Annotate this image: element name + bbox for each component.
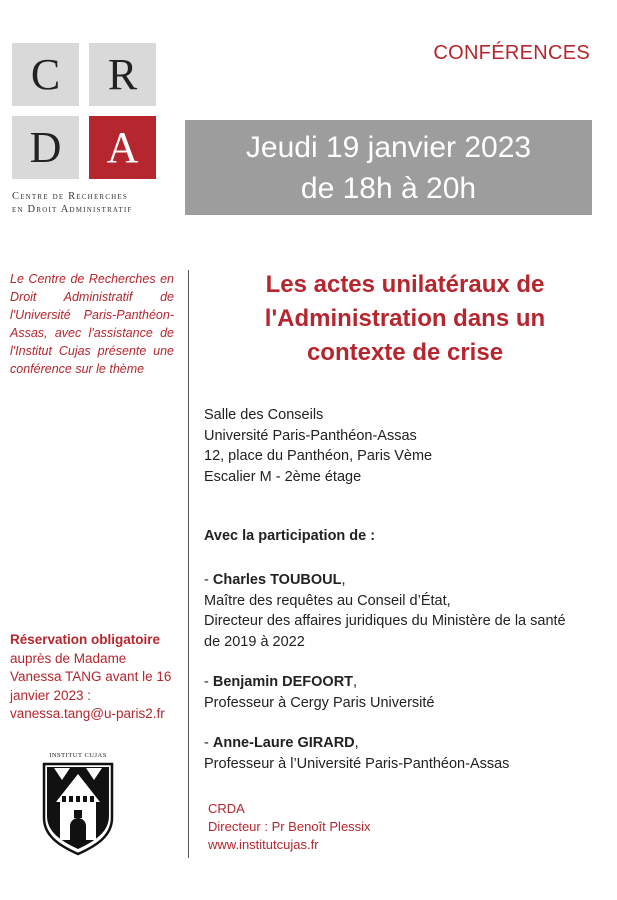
reservation-line: auprès de Madame (10, 650, 127, 666)
participant-name: Benjamin DEFOORT (212, 674, 354, 690)
date-banner (185, 120, 592, 215)
participant-touboul (204, 570, 609, 652)
participant-role: Professeur à l’Université Paris-Panthéon-Assas (204, 755, 510, 772)
footer-org: CRDA (208, 801, 245, 816)
participant-role: de 2019 à 2022 (204, 633, 305, 650)
reservation-line: Vanessa TANG avant le 16 (10, 669, 172, 684)
logo-subtitle (12, 190, 182, 216)
footer-block (208, 800, 371, 854)
institut-cujas-crest-icon (40, 760, 116, 856)
venue-block (204, 405, 604, 487)
time-line: de 18h à 20h (300, 172, 477, 205)
title-line3: contexte de crise (306, 339, 504, 366)
participant-role: Maître des requêtes au Conseil d’État, (204, 592, 451, 609)
participant-prefix: - (204, 674, 213, 690)
logo-letter-c: C (12, 43, 79, 106)
reservation-heading: Réservation obligatoire (10, 632, 161, 647)
participant-name-line (204, 570, 609, 591)
participant-name-line (204, 672, 609, 693)
venue-university: Université Paris-Panthéon-Assas (204, 427, 417, 444)
participant-name-line (204, 733, 609, 754)
participation-heading: Avec la participation de : (204, 528, 376, 544)
participant-girard (204, 733, 609, 774)
participant-prefix: - (204, 572, 213, 588)
logo-letter-d: D (12, 116, 79, 179)
logo-letter-r: R (89, 43, 156, 106)
conference-title (205, 268, 605, 370)
crest-label: INSTITUT CUJAS (49, 752, 107, 759)
date-line: Jeudi 19 janvier 2023 (245, 131, 532, 164)
title-line2: l'Administration dans un (264, 305, 546, 332)
participant-suffix: , (353, 674, 358, 690)
participant-role: Professeur à Cergy Paris Université (204, 694, 435, 711)
participant-prefix: - (204, 735, 213, 751)
participant-name: Anne-Laure GIRARD (212, 735, 355, 751)
logo-letter-a: A (89, 116, 156, 179)
vertical-divider (188, 270, 189, 858)
participant-role: Directeur des affaires juridiques du Ministère de la santé (204, 613, 566, 629)
participant-defoort (204, 672, 609, 713)
participant-suffix: , (341, 572, 346, 588)
intro-text: Le Centre de Recherches en Droit Administratif de l'Université Paris-Panthéon-Assas, avec l'assistance de l'Institut Cujas présente une conférence sur le thème (10, 272, 174, 376)
participant-suffix: , (354, 735, 359, 751)
participant-name: Charles TOUBOUL (212, 572, 342, 588)
logo-subtitle-line1: Centre de Recherches (12, 191, 128, 202)
venue-floor: Escalier M - 2ème étage (204, 468, 362, 485)
reservation-block (10, 631, 180, 724)
reservation-email-link[interactable]: vanessa.tang@u-paris2.fr (10, 706, 165, 721)
logo-subtitle-line2: en Droit Administratif (12, 204, 133, 215)
footer-director: Directeur : Pr Benoît Plessix (208, 819, 371, 834)
reservation-line: janvier 2023 : (10, 687, 92, 703)
footer-website-link[interactable]: www.institutcujas.fr (208, 837, 319, 852)
venue-address: 12, place du Panthéon, Paris Vème (204, 448, 433, 464)
title-line1: Les actes unilatéraux de (265, 271, 545, 298)
venue-room: Salle des Conseils (204, 407, 324, 423)
category-label: CONFÉRENCES (433, 42, 590, 64)
